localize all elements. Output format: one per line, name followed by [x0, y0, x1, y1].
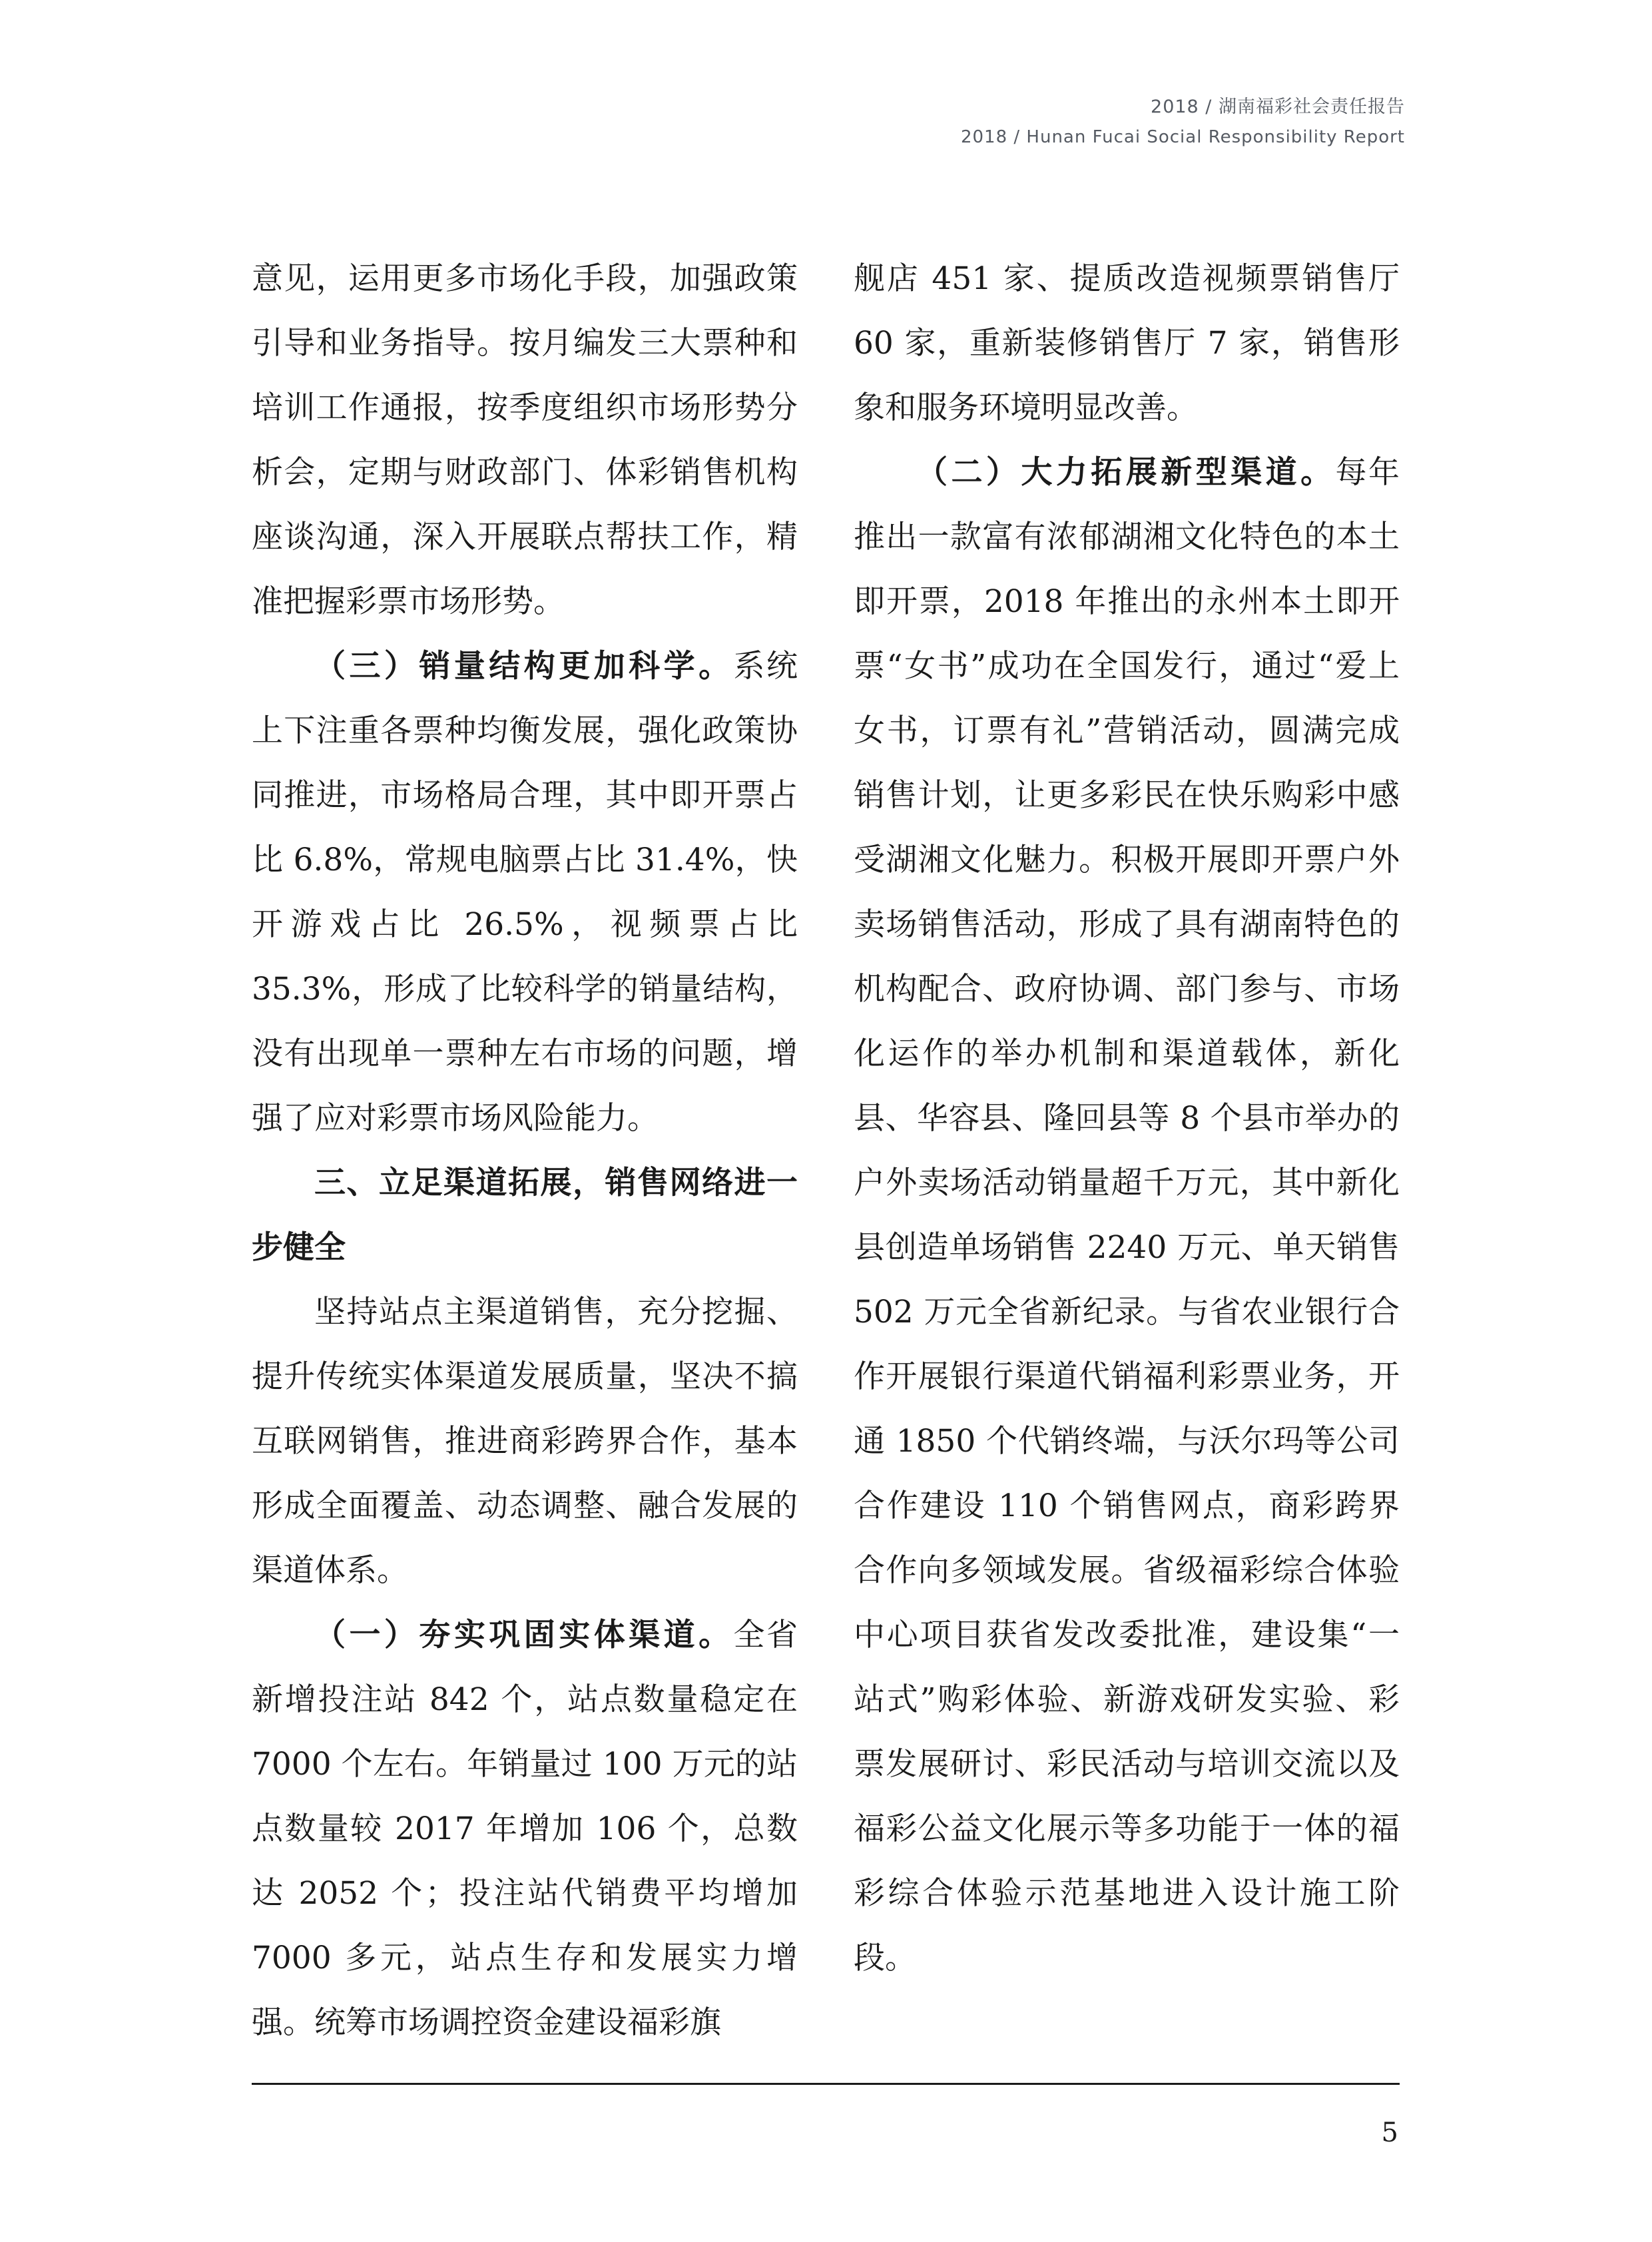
paragraph: 坚持站点主渠道销售，充分挖掘、提升传统实体渠道发展质量，坚决不搞互联网销售，推进商彩跨界合作，基本形成全面覆盖、动态调整、融合发展的渠道体系。 [252, 1294, 798, 1589]
footer-divider [252, 2083, 1400, 2085]
paragraph: 舰店 451 家、提质改造视频票销售厅 60 家，重新装修销售厅 7 家，销售形象和服务环境明显改善。 [854, 260, 1400, 426]
paragraph [252, 634, 798, 1151]
subsection-heading: （三）销量结构更加科学。 [314, 648, 734, 685]
paragraph [854, 440, 1400, 1990]
paragraph-body: 每年推出一款富有浓郁湖湘文化特色的本土即开票，2018 年推出的永州本土即开票“女书”成功在全国发行，通过“爱上女书，订票有礼”营销活动，圆满完成销售计划，让更多彩民在快乐购彩中感受湖湘文化魅力。积极开展即开票户外卖场销售活动，形成了具有湖南特色的机构配合、政府协调、部门参与、市场化运作的举办机制和渠道载体，新化县、华容县、隆回县等 8 个县市举办的户外卖场活动销量超千万元，其中新化县创造单场销售 2240 万元、单天销售 502 万元全省新纪录。与省农业银行合作开展银行渠道代销福利彩票业务，开通 1850 个代销终端，与沃尔玛等公司合作建设 110 个销售网点，商彩跨界合作向多领域发展。省级福彩综合体验中心项目获省发改委批准，建设集“一站式”购彩体验、新游戏研发实验、彩票发展研讨、彩民活动与培训交流以及福彩公益文化展示等多功能于一体的福彩综合体验示范基地进入设计施工阶段。 [854, 454, 1400, 1976]
page-number: 5 [1381, 2117, 1398, 2148]
paragraph: 意见，运用更多市场化手段，加强政策引导和业务指导。按月编发三大票种和培训工作通报，按季度组织市场形势分析会，定期与财政部门、体彩销售机构座谈沟通，深入开展联点帮扶工作，精准把握彩票市场形势。 [252, 260, 798, 620]
paragraph-body: 系统上下注重各票种均衡发展，强化政策协同推进，市场格局合理，其中即开票占比 6.8%，常规电脑票占比 31.4%，快开游戏占比 26.5%，视频票占比 35.3%，形成了比较科学的销量结构，没有出现单一票种左右市场的问题，增强了应对彩票市场风险能力。 [252, 648, 798, 1137]
page-header [961, 92, 1405, 147]
paragraph [252, 1603, 798, 2055]
section-heading: 三、立足渠道拓展，销售网络进一步健全 [252, 1165, 798, 1266]
paragraph-body: 全省新增投注站 842 个，站点数量稳定在 7000 个左右。年销量过 100 万元的站点数量较 2017 年增加 106 个，总数达 2052 个；投注站代销费平均增加 7000 多元，站点生存和发展实力增强。统筹市场调控资金建设福彩旗 [252, 1617, 798, 2041]
header-title-en: 2018 / Hunan Fucai Social Responsibility Report [960, 127, 1405, 147]
subsection-heading: （一）夯实巩固实体渠道。 [314, 1617, 734, 1653]
subsection-heading: （二）大力拓展新型渠道。 [916, 454, 1336, 491]
right-column [854, 246, 1400, 1990]
left-column [252, 246, 798, 2055]
header-title-cn: 2018 / 湖南福彩社会责任报告 [1151, 97, 1405, 117]
